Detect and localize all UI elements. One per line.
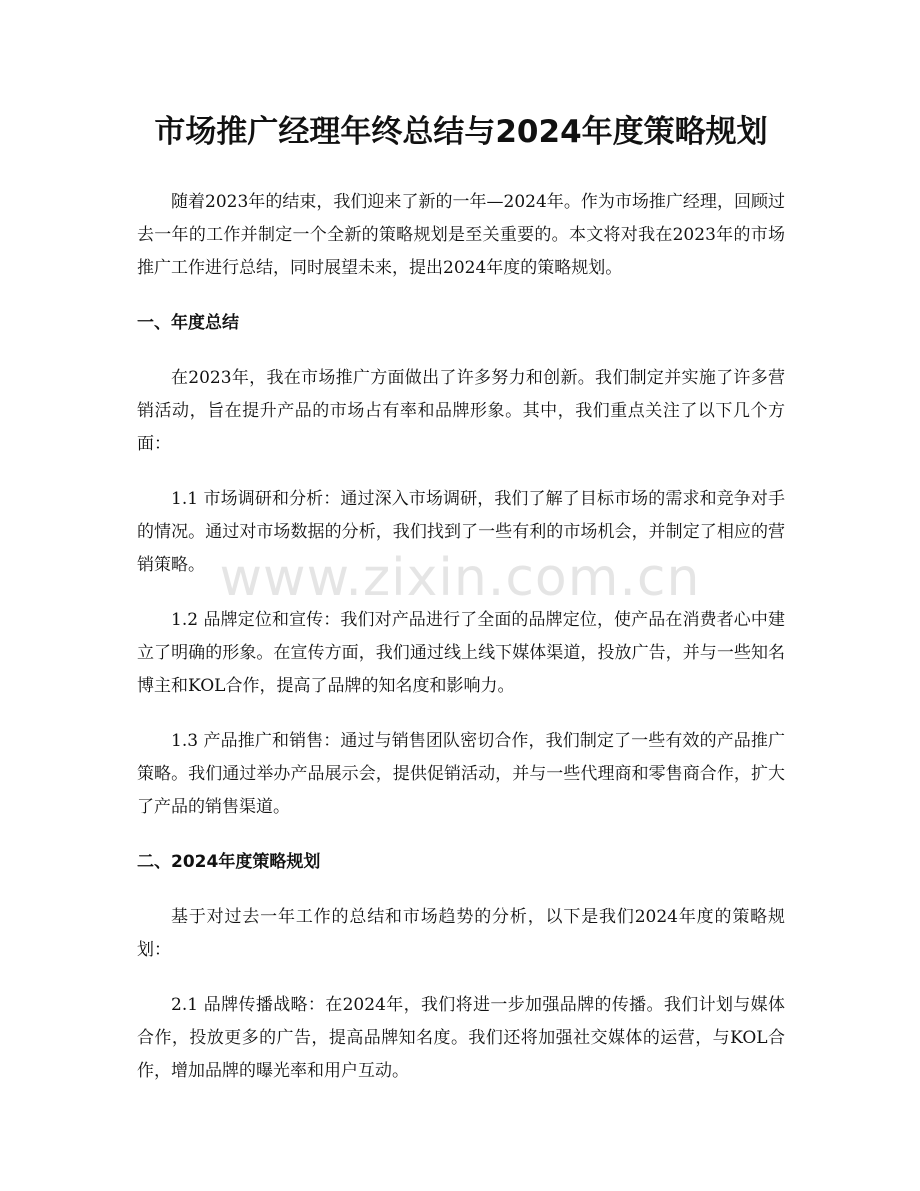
intro-paragraph: 随着2023年的结束，我们迎来了新的一年—2024年。作为市场推广经理，回顾过去一年的工作并制定一个全新的策略规划是至关重要的。本文将对我在2023年的市场推广工作进行总结，同时展望未来，提出2024年度的策略规划。 [137,192,785,278]
section-heading-strategy: 二、2024年度策略规划 [137,852,321,872]
strategy-paragraph: 基于对过去一年工作的总结和市场趋势的分析，以下是我们2024年度的策略规划： [137,907,785,960]
strategy-paragraph: 2.1 品牌传播战略：在2024年，我们将进一步加强品牌的传播。我们计划与媒体合作，投放更多的广告，提高品牌知名度。我们还将加强社交媒体的运营，与KOL合作，增加品牌的曝光率和用户互动。 [137,995,785,1081]
watermark-text: www.zixin.com.cn [219,548,701,608]
summary-paragraph: 1.1 市场调研和分析：通过深入市场调研，我们了解了目标市场的需求和竞争对手的情况。通过对市场数据的分析，我们找到了一些有利的市场机会，并制定了相应的营销策略。 [137,489,785,575]
summary-paragraph: 1.3 产品推广和销售：通过与销售团队密切合作，我们制定了一些有效的产品推广策略。我们通过举办产品展示会，提供促销活动，并与一些代理商和零售商合作，扩大了产品的销售渠道。 [137,731,785,817]
summary-paragraph: 在2023年，我在市场推广方面做出了许多努力和创新。我们制定并实施了许多营销活动，旨在提升产品的市场占有率和品牌形象。其中，我们重点关注了以下几个方面： [137,368,785,454]
summary-paragraph: 1.2 品牌定位和宣传：我们对产品进行了全面的品牌定位，使产品在消费者心中建立了明确的形象。在宣传方面，我们通过线上线下媒体渠道，投放广告，并与一些知名博主和KOL合作，提高了品牌的知名度和影响力。 [137,610,785,696]
section-heading-summary: 一、年度总结 [137,313,239,333]
document-page [137,108,785,1088]
document-title: 市场推广经理年终总结与2024年度策略规划 [154,114,768,150]
